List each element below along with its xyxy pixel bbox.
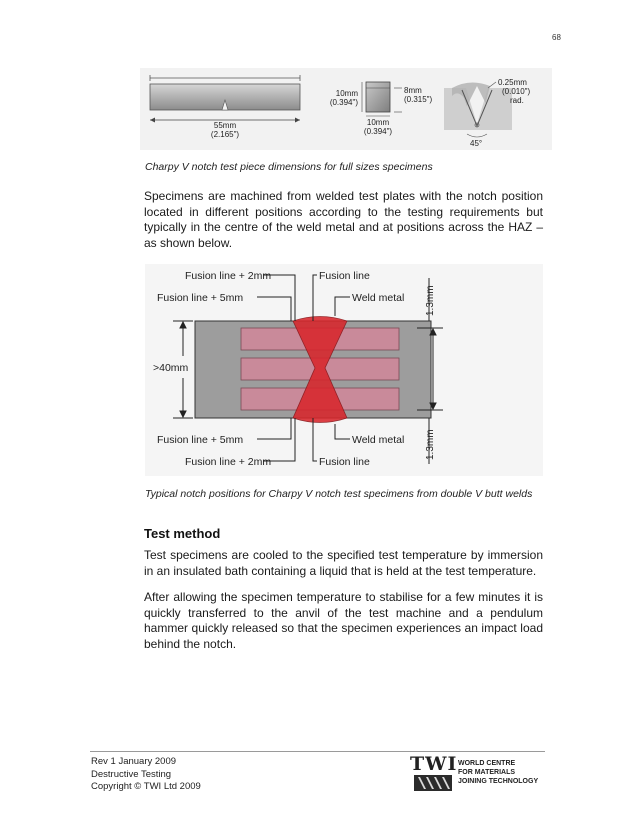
twi-logo-emblem-icon: [414, 775, 452, 791]
notch-depth-label: 8mm: [404, 86, 422, 95]
top-offset-label: 1.3mm: [425, 285, 436, 316]
twi-tagline: [458, 759, 538, 786]
bottom-label-fusion-line-2mm: Fusion line + 2mm: [185, 456, 272, 468]
bottom-label-weld-metal: Weld metal: [352, 434, 405, 446]
bar-length-inch: (2.165"): [210, 130, 240, 139]
paragraph-1: Specimens are machined from welded test plates with the notch position located in different positions according to the testing requirements but typically in the centre of the weld metal and at positions across the HAZ – as shown below.: [144, 189, 543, 250]
figure2-caption: Typical notch positions for Charpy V notch test specimens from double V butt welds: [145, 488, 533, 500]
bottom-offset-label: 1.3mm: [425, 429, 436, 460]
bar-length-label: 55mm: [213, 121, 237, 130]
notch-depth-inch: (0.315"): [404, 95, 433, 104]
radius-label: 0.25mm: [498, 78, 527, 87]
bottom-label-fusion-line: Fusion line: [319, 456, 370, 468]
twi-tagline-line-3: JOINING TECHNOLOGY: [458, 778, 539, 785]
twi-tagline-line-2: FOR MATERIALS: [458, 769, 516, 776]
twi-tagline-line-1: WORLD CENTRE: [458, 760, 516, 767]
top-label-weld-metal: Weld metal: [352, 292, 405, 304]
notch-positions-figure: [145, 264, 543, 476]
paragraph-3: After allowing the specimen temperature to stabilise for a few minutes it is quickly transferred to the anvil of the test machine and a pendulum hammer quickly released so that the specimen experiences an impact load behind the notch.: [144, 590, 543, 651]
radius-inch: (0.010"): [502, 87, 531, 96]
top-label-fusion-line-2mm: Fusion line + 2mm: [185, 270, 272, 282]
figure1-caption: Charpy V notch test piece dimensions for full sizes specimens: [145, 161, 433, 173]
section-height-label: 10mm: [335, 89, 358, 98]
page-number: 68: [552, 33, 561, 42]
bottom-label-fusion-line-5mm: Fusion line + 5mm: [157, 434, 244, 446]
thickness-label: >40mm: [153, 362, 189, 374]
top-label-fusion-line-5mm: Fusion line + 5mm: [157, 292, 244, 304]
footer-revision: Rev 1 January 2009: [91, 756, 177, 767]
twi-logo-text: TWI: [410, 753, 458, 775]
section-width-inch: (0.394"): [363, 127, 393, 136]
angle-label: 45°: [470, 139, 483, 148]
section-width-label: 10mm: [366, 118, 390, 127]
top-label-fusion-line: Fusion line: [319, 270, 370, 282]
footer-text: [91, 756, 201, 794]
twi-logo: [410, 754, 542, 794]
section-height-inch: (0.394"): [329, 98, 358, 107]
footer-copyright: Copyright © TWI Ltd 2009: [91, 781, 201, 792]
charpy-dimensions-figure: [140, 68, 552, 150]
section-heading: Test method: [144, 526, 221, 541]
radius-abbr: rad.: [510, 96, 524, 105]
paragraph-2: Test specimens are cooled to the specified test temperature by immersion in an insulated bath containing a liquid that is held at the test temperature.: [144, 548, 543, 578]
footer-rule: [90, 751, 545, 752]
footer-document-title: Destructive Testing: [91, 768, 172, 780]
